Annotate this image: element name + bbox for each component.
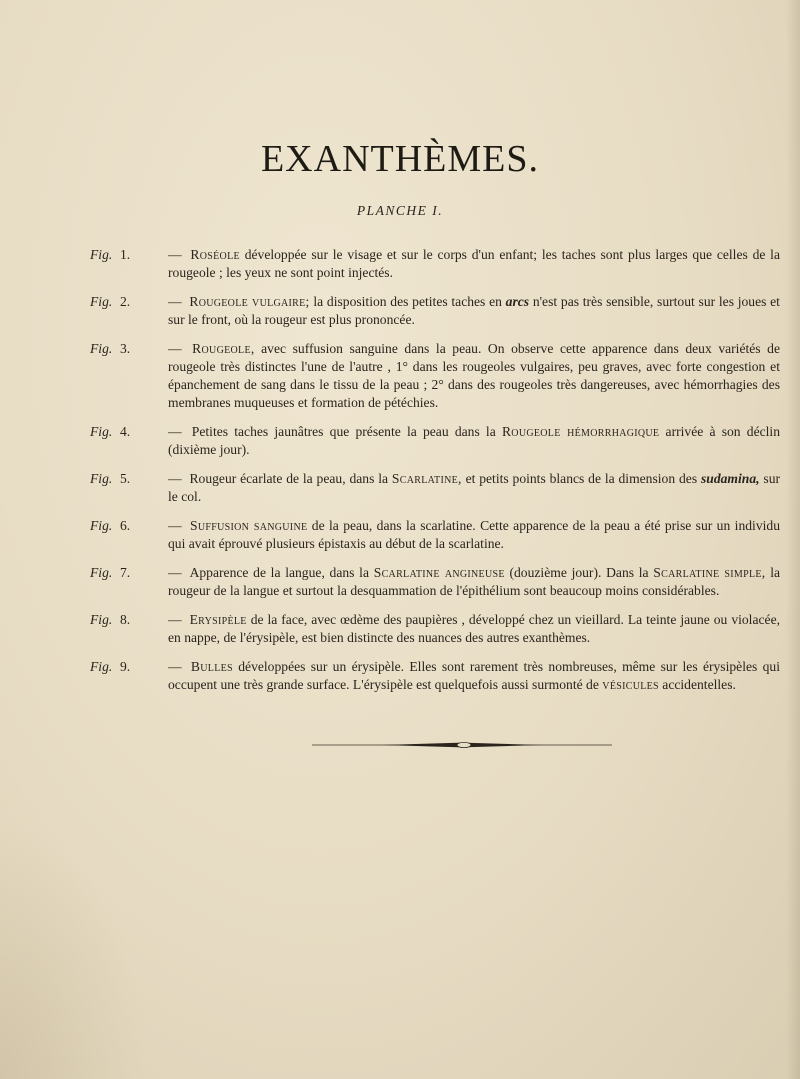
fig-number: 2.: [120, 294, 131, 309]
fig-number: 9.: [120, 659, 131, 674]
fig-term-2: vésicules: [602, 677, 659, 692]
ornamental-rule: [312, 741, 612, 749]
fig-term: Scarlatine angineuse: [373, 565, 505, 580]
fig-term: Scarlatine,: [391, 471, 462, 486]
fig-pre: Rougeur écarlate de la peau, dans la: [189, 471, 389, 486]
fig-label: Fig.: [90, 294, 113, 309]
figure-entry-3: [90, 340, 780, 412]
fig-label: Fig.: [90, 471, 113, 486]
fig-dash: —: [168, 247, 182, 262]
fig-text: développées sur un érysipèle. Elles sont rarement très nombreuses, même sur les érysipèles qui occupent une très grande surface. L'érysipèle est quelquefois aussi surmonté de: [168, 659, 781, 692]
fig-label: Fig.: [90, 247, 113, 262]
fig-term: Rougeole vulgaire;: [189, 294, 310, 309]
figure-entry-7: [90, 564, 780, 600]
fig-label: Fig.: [90, 341, 113, 356]
figure-entry-6: [90, 517, 780, 553]
fig-label: Fig.: [90, 518, 113, 533]
fig-pre: Petites taches jaunâtres que présente la peau dans la: [191, 424, 496, 439]
fig-term: Rougeole hémorrhagique: [501, 424, 660, 439]
fig-label: Fig.: [90, 424, 113, 439]
fig-number: 6.: [120, 518, 131, 533]
fig-text-2: n'est pas très sensible, surtout sur les joues et sur le front, où la rougeur est plus prononcée.: [168, 294, 780, 327]
fig-dash: —: [168, 612, 182, 627]
figure-entry-1: [90, 246, 780, 282]
fig-term: Rougeole,: [192, 341, 255, 356]
figure-entry-2: [90, 293, 780, 329]
fig-dash: —: [168, 294, 182, 309]
fig-text-2: la rougeur de la langue et surtout la desquammation de l'épithélium sont beaucoup moins considérables.: [168, 565, 780, 598]
fig-label: Fig.: [90, 565, 113, 580]
figure-entry-5: [90, 470, 780, 506]
fig-pre: Apparence de la langue, dans la: [189, 565, 369, 580]
fig-label: Fig.: [90, 612, 113, 627]
fig-text: de la face, avec œdème des paupières , développé chez un vieillard. La teinte jaune ou violacée, en nappe, de l'érysipèle, est bien distincte des nuances des autres exanthèmes.: [168, 612, 780, 645]
fig-text-2: sur le col.: [168, 471, 781, 504]
fig-text: (douzième jour). Dans la: [509, 565, 649, 580]
fig-text-2: accidentelles.: [662, 677, 736, 692]
fig-dash: —: [168, 341, 182, 356]
fig-text: la disposition des petites taches en: [313, 294, 502, 309]
figure-entry-9: [90, 658, 780, 694]
fig-term-2: Scarlatine simple,: [653, 565, 766, 580]
fig-dash: —: [168, 518, 182, 533]
fig-term: Erysipèle: [189, 612, 247, 627]
fig-number: 1.: [120, 247, 131, 262]
fig-number: 4.: [120, 424, 131, 439]
figure-list: [90, 246, 780, 705]
figure-entry-4: [90, 423, 780, 459]
figure-entry-8: [90, 611, 780, 647]
fig-text: et petits points blancs de la dimension des: [465, 471, 698, 486]
fig-text: de la peau, dans la scarlatine. Cette apparence de la peau a été prise sur un individu qui avait éprouvé plusieurs épistaxis au début de la scarlatine.: [168, 518, 780, 551]
fig-text: développée sur le visage et sur le corps d'un enfant; les taches sont plus larges que celles de la rougeole ; les yeux ne sont point injectés.: [168, 247, 780, 280]
fig-dash: —: [168, 659, 182, 674]
fig-number: 8.: [120, 612, 131, 627]
fig-term: Roséole: [190, 247, 240, 262]
fig-dash: —: [168, 424, 182, 439]
fig-term: Bulles: [190, 659, 233, 674]
plate-subtitle: PLANCHE I.: [356, 203, 444, 218]
fig-label: Fig.: [90, 659, 113, 674]
fig-text: avec suffusion sanguine dans la peau. On observe cette apparence dans deux variétés de rougeole très distinctes l'une de l'autre , 1° dans les rougeoles vulgaires, peu graves, avec forte congestion et épanchement de sang dans le tissu de la peau ; 2° dans des rougeoles très dangereuses, avec hémorrhagies des membranes muqueuses et formation de pétéchies.: [168, 341, 780, 410]
fig-italic: sudamina,: [700, 471, 760, 486]
fig-number: 7.: [120, 565, 131, 580]
fig-number: 5.: [120, 471, 131, 486]
page-title: EXANTHÈMES.: [260, 138, 540, 180]
fig-number: 3.: [120, 341, 131, 356]
fig-dash: —: [168, 565, 182, 580]
fig-italic: arcs: [505, 294, 530, 309]
fig-term: Suffusion sanguine: [190, 518, 308, 533]
fig-dash: —: [168, 471, 182, 486]
fig-text: arrivée à son déclin (dixième jour).: [168, 424, 780, 457]
paper-stain: [0, 819, 150, 1079]
